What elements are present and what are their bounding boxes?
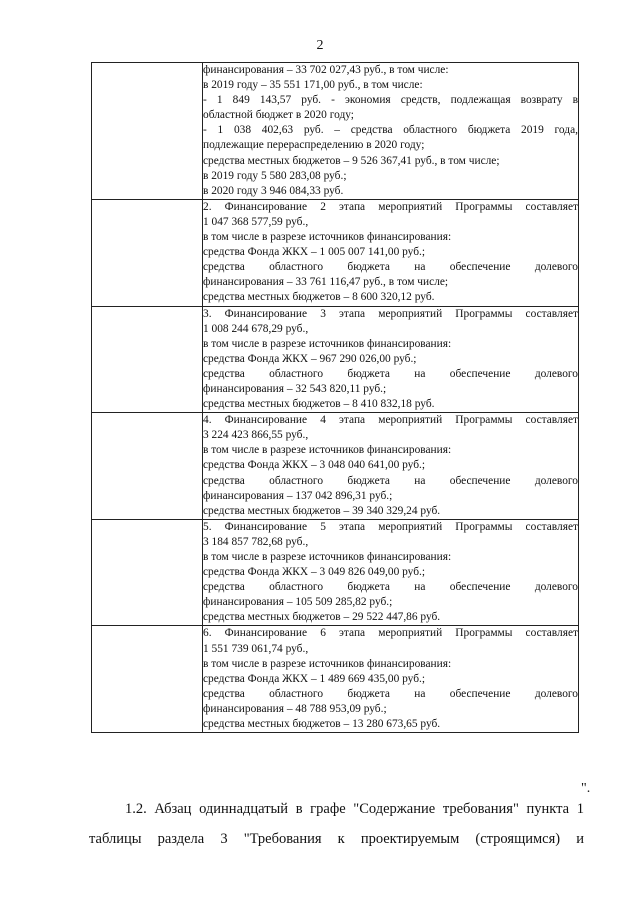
- table-row: [92, 306, 579, 413]
- empty-cell: [92, 413, 203, 520]
- cell-line: областной бюджет в 2020 году;: [203, 109, 354, 122]
- cell-line: 4. Финансирование 4 этапа мероприятий Программы составляет: [203, 414, 578, 427]
- cell-line: в том числе в разрезе источников финансирования:: [203, 444, 452, 457]
- cell-line: финансирования – 48 788 953,09 руб.;: [203, 702, 387, 715]
- cell-line: в том числе в разрезе источников финансирования:: [203, 657, 452, 670]
- table-row: [92, 63, 579, 200]
- cell-line: в 2019 году 5 580 283,08 руб.;: [203, 169, 347, 182]
- cell-line: средства областного бюджета на обеспечение долевого: [203, 261, 578, 274]
- cell-line: 5. Финансирование 5 этапа мероприятий Программы составляет: [203, 520, 578, 533]
- cell-line: средства областного бюджета на обеспечение долевого: [203, 687, 578, 700]
- cell-line: средства местных бюджетов – 29 522 447,86 руб.: [203, 611, 441, 624]
- cell-line: 1 008 244 678,29 руб.,: [203, 322, 309, 335]
- cell-line: финансирования – 32 543 820,11 руб.;: [203, 382, 387, 395]
- cell-line: - 1 849 143,57 руб. - экономия средств, подлежащая возврату в: [203, 94, 578, 107]
- cell-line: средства местных бюджетов – 13 280 673,65 руб.: [203, 718, 441, 731]
- body-line: 1.2. Абзац одиннадцатый в графе "Содержание требования" пункта 1: [125, 801, 584, 817]
- cell-line: в том числе в разрезе источников финансирования:: [203, 231, 452, 244]
- cell-line: финансирования – 33 761 116,47 руб., в том числе;: [203, 276, 449, 289]
- cell-line: в том числе в разрезе источников финансирования:: [203, 551, 452, 563]
- cell-line: средства местных бюджетов – 8 410 832,18 руб.: [203, 398, 435, 411]
- cell-line: финансирования – 105 509 285,82 руб.;: [203, 596, 393, 609]
- funding-cell: [203, 63, 579, 200]
- cell-line: финансирования – 137 042 896,31 руб.;: [203, 489, 393, 502]
- cell-line: 3 184 857 782,68 руб.,: [203, 535, 309, 548]
- empty-cell: [92, 199, 203, 306]
- cell-line: средства местных бюджетов – 39 340 329,24 руб.: [203, 504, 441, 517]
- funding-cell: [203, 306, 579, 413]
- cell-line: 6. Финансирование 6 этапа мероприятий Программы составляет: [203, 627, 578, 640]
- funding-cell: [203, 519, 579, 626]
- cell-line: подлежащие перераспределению в 2020 году;: [203, 139, 425, 152]
- table-row: [92, 413, 579, 520]
- cell-line: в 2020 году 3 946 084,33 руб.: [203, 184, 344, 197]
- table-row: [92, 626, 579, 733]
- cell-line: средства местных бюджетов – 9 526 367,41 руб., в том числе;: [203, 154, 500, 167]
- cell-line: средства Фонда ЖКХ – 1 489 669 435,00 руб.;: [203, 672, 426, 685]
- cell-line: средства Фонда ЖКХ – 967 290 026,00 руб.;: [203, 352, 417, 365]
- cell-line: средства Фонда ЖКХ – 1 005 007 141,00 руб.;: [203, 246, 426, 259]
- empty-cell: [92, 519, 203, 626]
- cell-line: средства областного бюджета на обеспечение долевого: [203, 367, 578, 380]
- funding-cell: [203, 626, 579, 733]
- cell-line: 1 551 739 061,74 руб.,: [203, 642, 309, 655]
- cell-line: средства Фонда ЖКХ – 3 049 826 049,00 руб.;: [203, 566, 426, 579]
- empty-cell: [92, 626, 203, 733]
- cell-line: 3 224 423 866,55 руб.,: [203, 429, 309, 442]
- cell-line: 3. Финансирование 3 этапа мероприятий Программы составляет: [203, 307, 578, 320]
- cell-line: средства местных бюджетов – 8 600 320,12 руб.: [203, 291, 435, 304]
- cell-line: средства Фонда ЖКХ – 3 048 040 641,00 руб.;: [203, 459, 426, 472]
- cell-line: средства областного бюджета на обеспечение долевого: [203, 474, 578, 487]
- cell-line: в 2019 году – 35 551 171,00 руб., в том числе:: [203, 79, 423, 92]
- funding-cell: [203, 413, 579, 520]
- cell-line: в том числе в разрезе источников финансирования:: [203, 337, 452, 350]
- cell-line: финансирования – 33 702 027,43 руб., в том числе:: [203, 64, 449, 76]
- page-number: 2: [316, 38, 324, 53]
- cell-line: средства областного бюджета на обеспечение долевого: [203, 581, 578, 594]
- empty-cell: [92, 63, 203, 200]
- body-paragraph: [89, 801, 584, 818]
- body-line: таблицы раздела 3 "Требования к проектируемым (строящимся) и: [89, 831, 584, 847]
- empty-cell: [92, 306, 203, 413]
- cell-line: - 1 038 402,63 руб. – средства областного бюджета 2019 года,: [203, 124, 578, 137]
- body-paragraph-continued: [89, 831, 584, 848]
- table-row: [92, 199, 579, 306]
- cell-line: 2. Финансирование 2 этапа мероприятий Программы составляет: [203, 200, 578, 213]
- table-row: [92, 519, 579, 626]
- cell-line: 1 047 368 577,59 руб.,: [203, 215, 309, 228]
- closing-quote: ".: [581, 781, 591, 796]
- funding-cell: [203, 199, 579, 306]
- funding-table: [91, 62, 579, 733]
